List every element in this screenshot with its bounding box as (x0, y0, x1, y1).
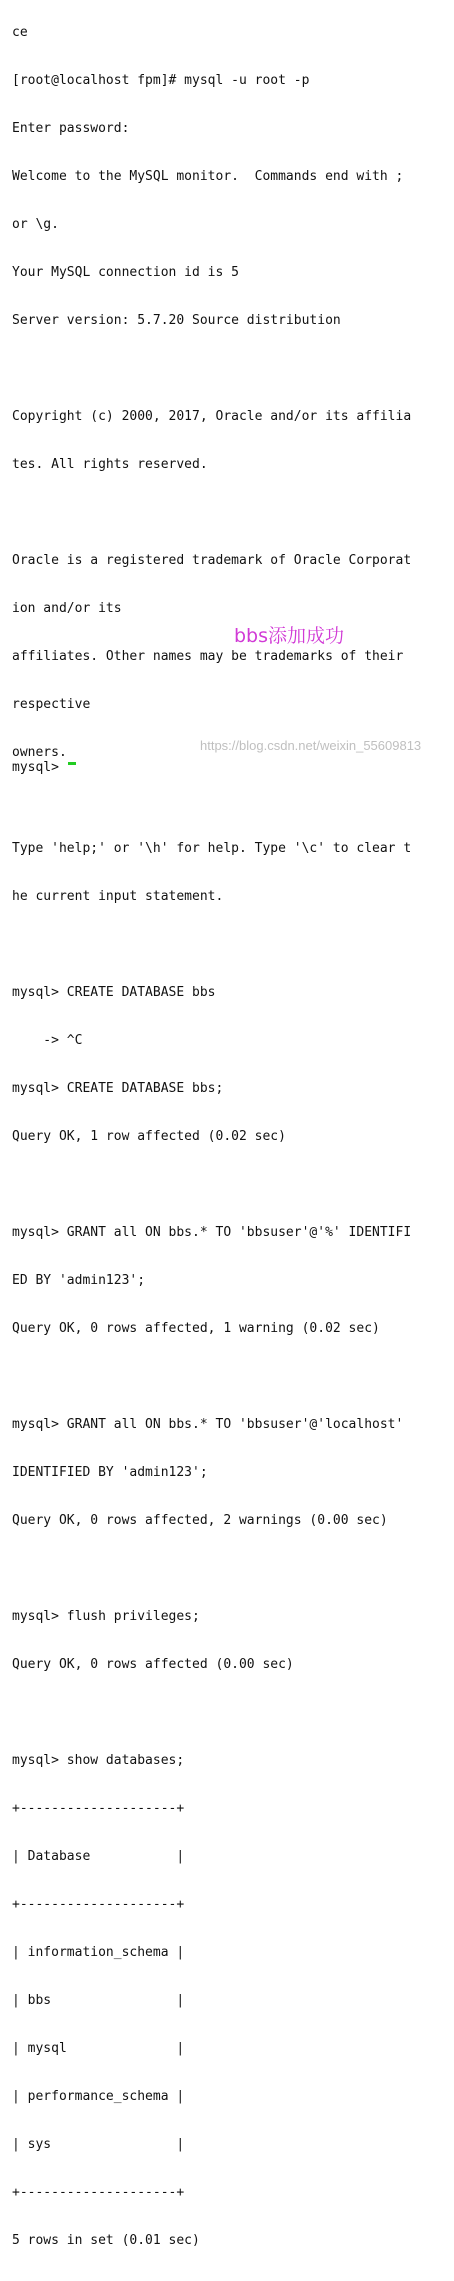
terminal-line: Query OK, 0 rows affected (0.00 sec) (12, 1657, 294, 1672)
terminal-line: affiliates. Other names may be trademarks of their (12, 649, 404, 664)
terminal-line (12, 937, 411, 953)
terminal-line (12, 793, 411, 809)
terminal-line: -> ^C (12, 1033, 83, 1048)
terminal-cursor[interactable] (68, 762, 76, 765)
success-annotation: bbs添加成功 (234, 625, 345, 647)
terminal-line: IDENTIFIED BY 'admin123'; (12, 1465, 208, 1480)
next-prompt: mysql> (12, 760, 59, 775)
terminal-output (12, 0, 411, 2281)
terminal-line: Query OK, 1 row affected (0.02 sec) (12, 1129, 286, 1144)
database-table-border: +--------------------+ (12, 2185, 185, 2200)
terminal-line (12, 505, 411, 521)
terminal-line (12, 361, 411, 377)
database-table-border: +--------------------+ (12, 1801, 185, 1816)
terminal-line: mysql> CREATE DATABASE bbs; (12, 1081, 224, 1096)
terminal-line: Copyright (c) 2000, 2017, Oracle and/or its affilia (12, 409, 412, 424)
terminal-line: Server version: 5.7.20 Source distribution (12, 313, 341, 328)
terminal-line: ce (12, 25, 28, 40)
terminal-line: 5 rows in set (0.01 sec) (12, 2233, 200, 2248)
terminal-line: Query OK, 0 rows affected, 2 warnings (0.00 sec) (12, 1513, 388, 1528)
terminal-line: Your MySQL connection id is 5 (12, 265, 239, 280)
terminal-line: ED BY 'admin123'; (12, 1273, 146, 1288)
database-table-row: | information_schema | (12, 1945, 185, 1960)
terminal-line: mysql> GRANT all ON bbs.* TO 'bbsuser'@'%' IDENTIFI (12, 1225, 412, 1240)
watermark-text: https://blog.csdn.net/weixin_55609813 (200, 738, 422, 753)
database-table-row: | performance_schema | (12, 2089, 185, 2104)
database-table-header: | Database | (12, 1849, 185, 1864)
terminal-line: owners. (12, 745, 67, 760)
terminal-line: respective (12, 697, 91, 712)
terminal-line: [root@localhost fpm]# mysql -u root -p (12, 73, 310, 88)
terminal-line: Enter password: (12, 121, 130, 136)
terminal-line (12, 1561, 411, 1577)
terminal-line: he current input statement. (12, 889, 224, 904)
terminal-line: Type 'help;' or '\h' for help. Type '\c' to clear t (12, 841, 412, 856)
terminal-line: Query OK, 0 rows affected, 1 warning (0.02 sec) (12, 1321, 380, 1336)
terminal-line (12, 1369, 411, 1385)
terminal-line: tes. All rights reserved. (12, 457, 208, 472)
terminal-line: mysql> CREATE DATABASE bbs (12, 985, 216, 1000)
terminal-line (12, 1177, 411, 1193)
terminal-line: mysql> GRANT all ON bbs.* TO 'bbsuser'@'localhost' (12, 1417, 404, 1432)
terminal-line: or \g. (12, 217, 59, 232)
database-table-row: | bbs | (12, 1993, 185, 2008)
terminal-line: ion and/or its (12, 601, 122, 616)
terminal-line: Oracle is a registered trademark of Oracle Corporat (12, 553, 412, 568)
database-table-row: | mysql | (12, 2041, 185, 2056)
terminal-line: mysql> show databases; (12, 1753, 185, 1768)
terminal-line: Welcome to the MySQL monitor. Commands end with ; (12, 169, 404, 184)
terminal-line: mysql> flush privileges; (12, 1609, 200, 1624)
database-table-border: +--------------------+ (12, 1897, 185, 1912)
terminal-line (12, 1705, 411, 1721)
database-table-row: | sys | (12, 2137, 185, 2152)
